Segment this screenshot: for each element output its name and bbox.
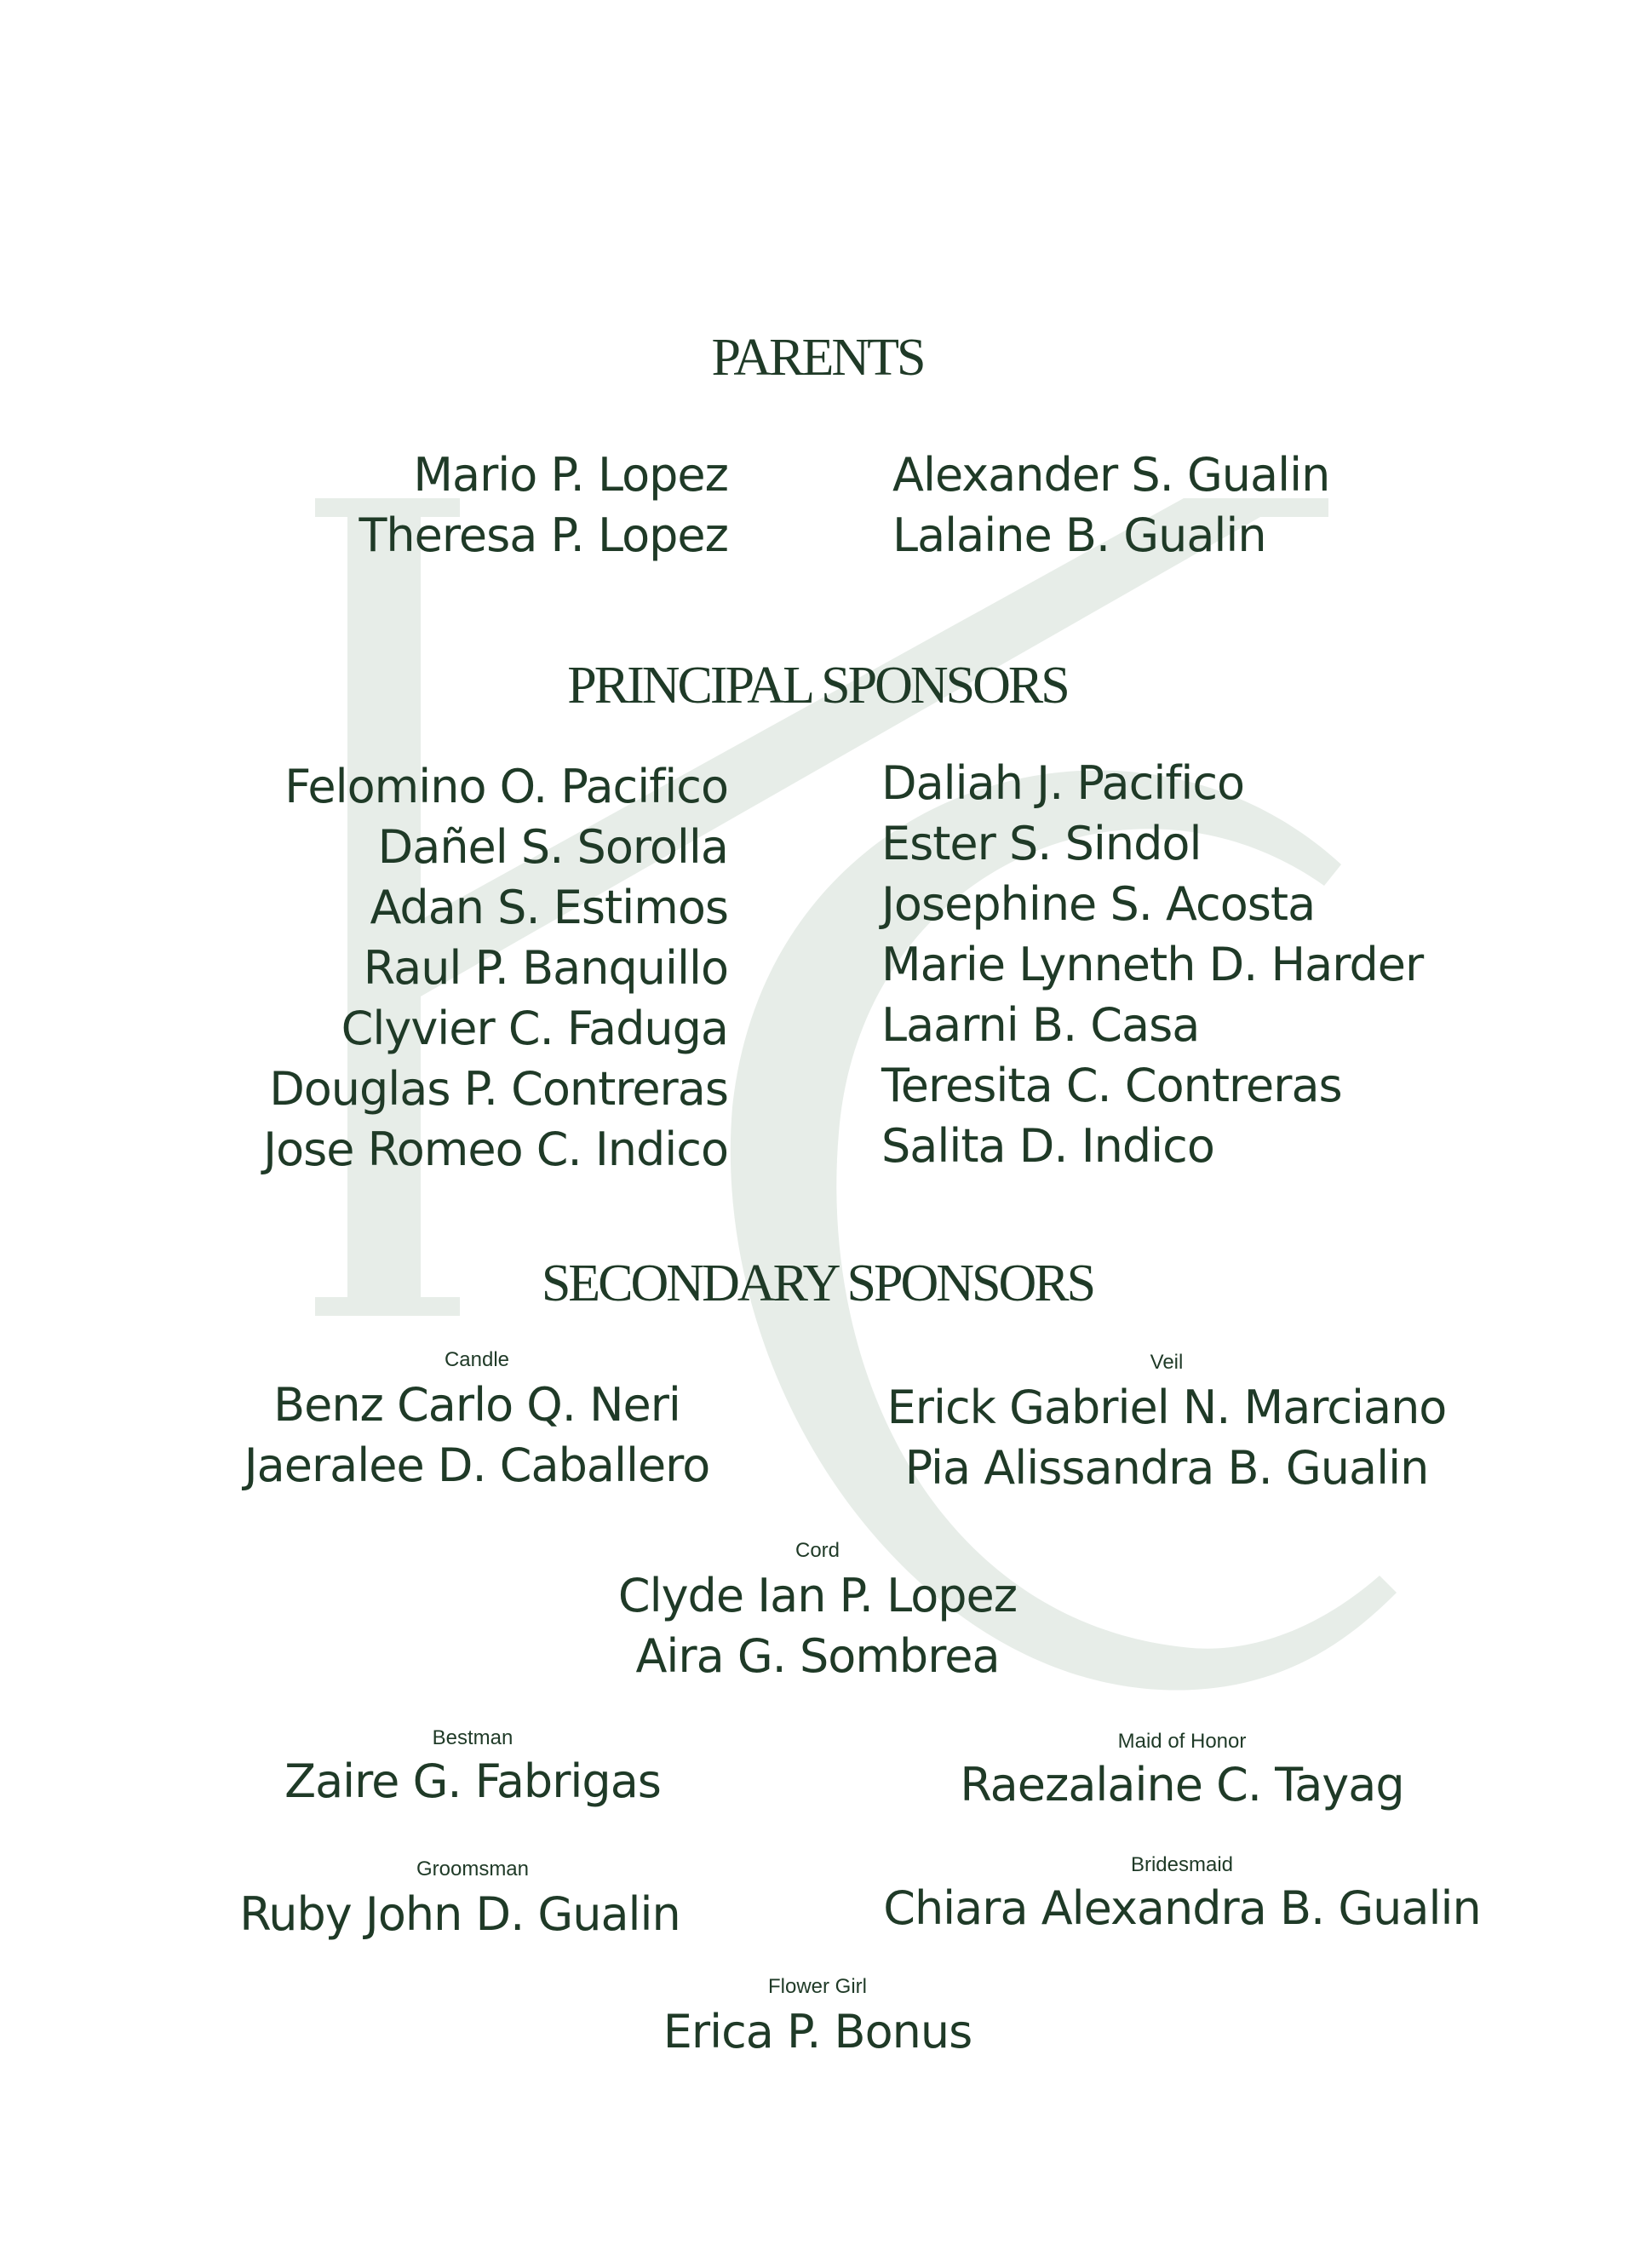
- bridesmaid-role-label: Bridesmaid: [1130, 1853, 1234, 1876]
- sponsor-name: Josephine S. Acosta: [881, 877, 1316, 931]
- sponsor-name: Clyvier C. Faduga: [341, 1002, 728, 1055]
- parent-name: Lalaine B. Gualin: [892, 508, 1266, 562]
- bestman-role-label: Bestman: [432, 1726, 513, 1749]
- sponsor-name: Clyde Ian P. Lopez: [617, 1569, 1018, 1622]
- bride-parents: [892, 445, 1489, 566]
- veil-role-label: Veil: [1150, 1351, 1184, 1374]
- sponsor-name: Pia Alissandra B. Gualin: [904, 1441, 1429, 1495]
- groomsman-role-label: Groomsman: [416, 1857, 530, 1880]
- sponsor-name: Adan S. Estimos: [370, 881, 728, 934]
- maid-of-honor-role-label: Maid of Honor: [1117, 1730, 1247, 1753]
- sponsor-name: Raul P. Banquillo: [363, 941, 728, 995]
- parent-name: Theresa P. Lopez: [359, 508, 728, 562]
- sponsor-name: Daliah J. Pacifico: [881, 756, 1245, 810]
- sponsor-name: Jaeralee D. Caballero: [244, 1438, 710, 1492]
- flower-girl-name: Erica P. Bonus: [663, 2005, 972, 2058]
- parent-name: Alexander S. Gualin: [892, 448, 1330, 502]
- bestman-name: Zaire G. Fabrigas: [284, 1754, 661, 1808]
- candle-sponsors: [136, 1375, 818, 1496]
- groom-parents: [255, 445, 728, 566]
- sponsor-name: Salita D. Indico: [881, 1119, 1214, 1173]
- bridesmaid-name: Chiara Alexandra B. Gualin: [883, 1881, 1481, 1935]
- cord-role-label: Cord: [795, 1539, 840, 1562]
- sponsor-name: Laarni B. Casa: [881, 998, 1200, 1052]
- flower-girl-role-label: Flower Girl: [767, 1975, 867, 1998]
- sponsor-name: Jose Romeo C. Indico: [263, 1123, 728, 1176]
- cord-sponsors: [477, 1565, 1158, 1686]
- principal-sponsors-right: [881, 753, 1563, 1176]
- sponsor-name: Aira G. Sombrea: [635, 1629, 1000, 1683]
- sponsor-name: Teresita C. Contreras: [881, 1059, 1342, 1112]
- sponsor-name: Ester S. Sindol: [881, 817, 1202, 870]
- sponsor-name: Dañel S. Sorolla: [377, 820, 728, 874]
- principal-sponsors-heading: PRINCIPAL SPONSORS: [567, 657, 1068, 715]
- parents-heading: PARENTS: [711, 329, 924, 387]
- sponsor-name: Douglas P. Contreras: [269, 1062, 728, 1116]
- sponsor-name: Marie Lynneth D. Harder: [881, 938, 1424, 991]
- maid-of-honor-name: Raezalaine C. Tayag: [960, 1758, 1404, 1812]
- sponsor-name: Benz Carlo Q. Neri: [273, 1378, 680, 1432]
- candle-role-label: Candle: [444, 1348, 510, 1371]
- principal-sponsors-left: [128, 756, 728, 1180]
- groomsman-name: Ruby John D. Gualin: [239, 1887, 680, 1941]
- parent-name: Mario P. Lopez: [413, 448, 728, 502]
- sponsor-name: Felomino O. Pacifico: [284, 760, 728, 813]
- secondary-sponsors-heading: SECONDARY SPONSORS: [541, 1255, 1094, 1312]
- sponsor-name: Erick Gabriel N. Marciano: [886, 1381, 1447, 1434]
- veil-sponsors: [792, 1377, 1541, 1498]
